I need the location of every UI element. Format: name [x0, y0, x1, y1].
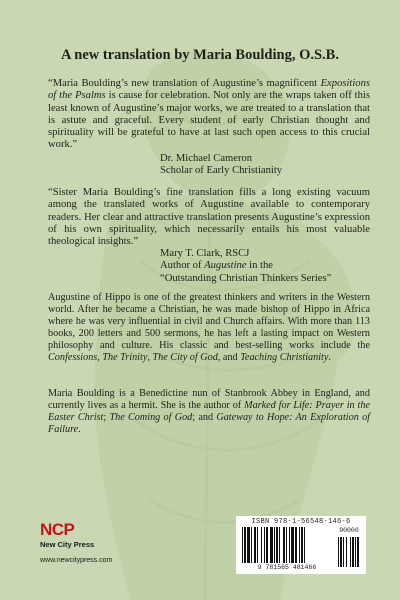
translator-biography: Maria Boulding is a Benedictine nun of Stanbrook Abbey in England, and currently lives as a hermit. She is the author of Marked for Life: Prayer in the Easter Christ; The Coming of God; and Gateway to Hope: An Exploration of Failure. — [48, 388, 370, 435]
endorsement-attribution-clark — [160, 248, 331, 285]
book-title: The Coming of God — [109, 412, 193, 423]
endorser-series: “Outstanding Christian Thinkers Series” — [160, 272, 332, 284]
book-title: The City of God — [152, 352, 218, 363]
book-title: Gateway to Hope: An Exploration of Failure — [48, 412, 370, 435]
book-title: Confessions — [48, 352, 98, 363]
publisher-logo — [40, 521, 94, 549]
barcode-digits: 9 781565 481466 — [240, 564, 334, 573]
publisher-url: www.newcitypress.com — [40, 557, 113, 564]
endorsement-quote-cameron — [48, 78, 370, 152]
quote-text: is cause for celebration. Not only are the wraps taken off this least known of Augustine’s major works, we are treated to a translation that is astute and graceful. Every student of early Christian thought and spirituality will be grateful to have at last such open access to this crucial work.” — [48, 90, 370, 151]
endorser-name: Mary T. Clark, RSCJ — [160, 248, 250, 259]
endorsement-attribution-cameron — [160, 153, 282, 178]
book-title: Teaching Christianity — [240, 352, 329, 363]
book-title: Marked for Life: Prayer in the Easter Christ — [48, 400, 370, 423]
publisher-name: New City Press — [40, 540, 95, 549]
endorser-title: Author of Augustine in the — [160, 260, 273, 272]
book-title: The Trinity — [102, 352, 148, 363]
publisher-logo-mark: NCP — [40, 520, 75, 539]
isbn-barcode — [236, 516, 366, 574]
headline: A new translation by Maria Boulding, O.S.B. — [61, 47, 339, 63]
price-code: 90000 — [336, 527, 362, 535]
endorsement-quote-clark: “Sister Maria Boulding’s fine translation fills a long existing vacuum among the translated works of Augustine available to contemporary readers. Her clear and attractive translation presents Augustine’s expression of his own spirituality, which necessarily entails his most valuable theological insights.” — [48, 187, 370, 248]
isbn-text: ISBN 978-1-56548-146-6 — [251, 518, 351, 526]
augustine-biography: Augustine of Hippo is one of the greatest thinkers and writers in the Western world. After he became a Christian, he was made bishop of Hippo in Africa where he was very influential in civil and Church affairs. With more than 113 books, 200 letters and 500 sermons, he has left a lasting impact on Western philosophy and culture. His classic and best-selling works include the Confessions, The Trinity, The City of God, and Teaching Christianity. — [48, 292, 370, 363]
endorser-title: Scholar of Early Christianity — [160, 165, 283, 177]
quote-text: “Maria Boulding’s new translation of Augustine’s magnificent — [48, 78, 321, 89]
endorser-name: Dr. Michael Cameron — [160, 153, 253, 164]
book-title: Expositions of the Psalms — [48, 78, 370, 102]
